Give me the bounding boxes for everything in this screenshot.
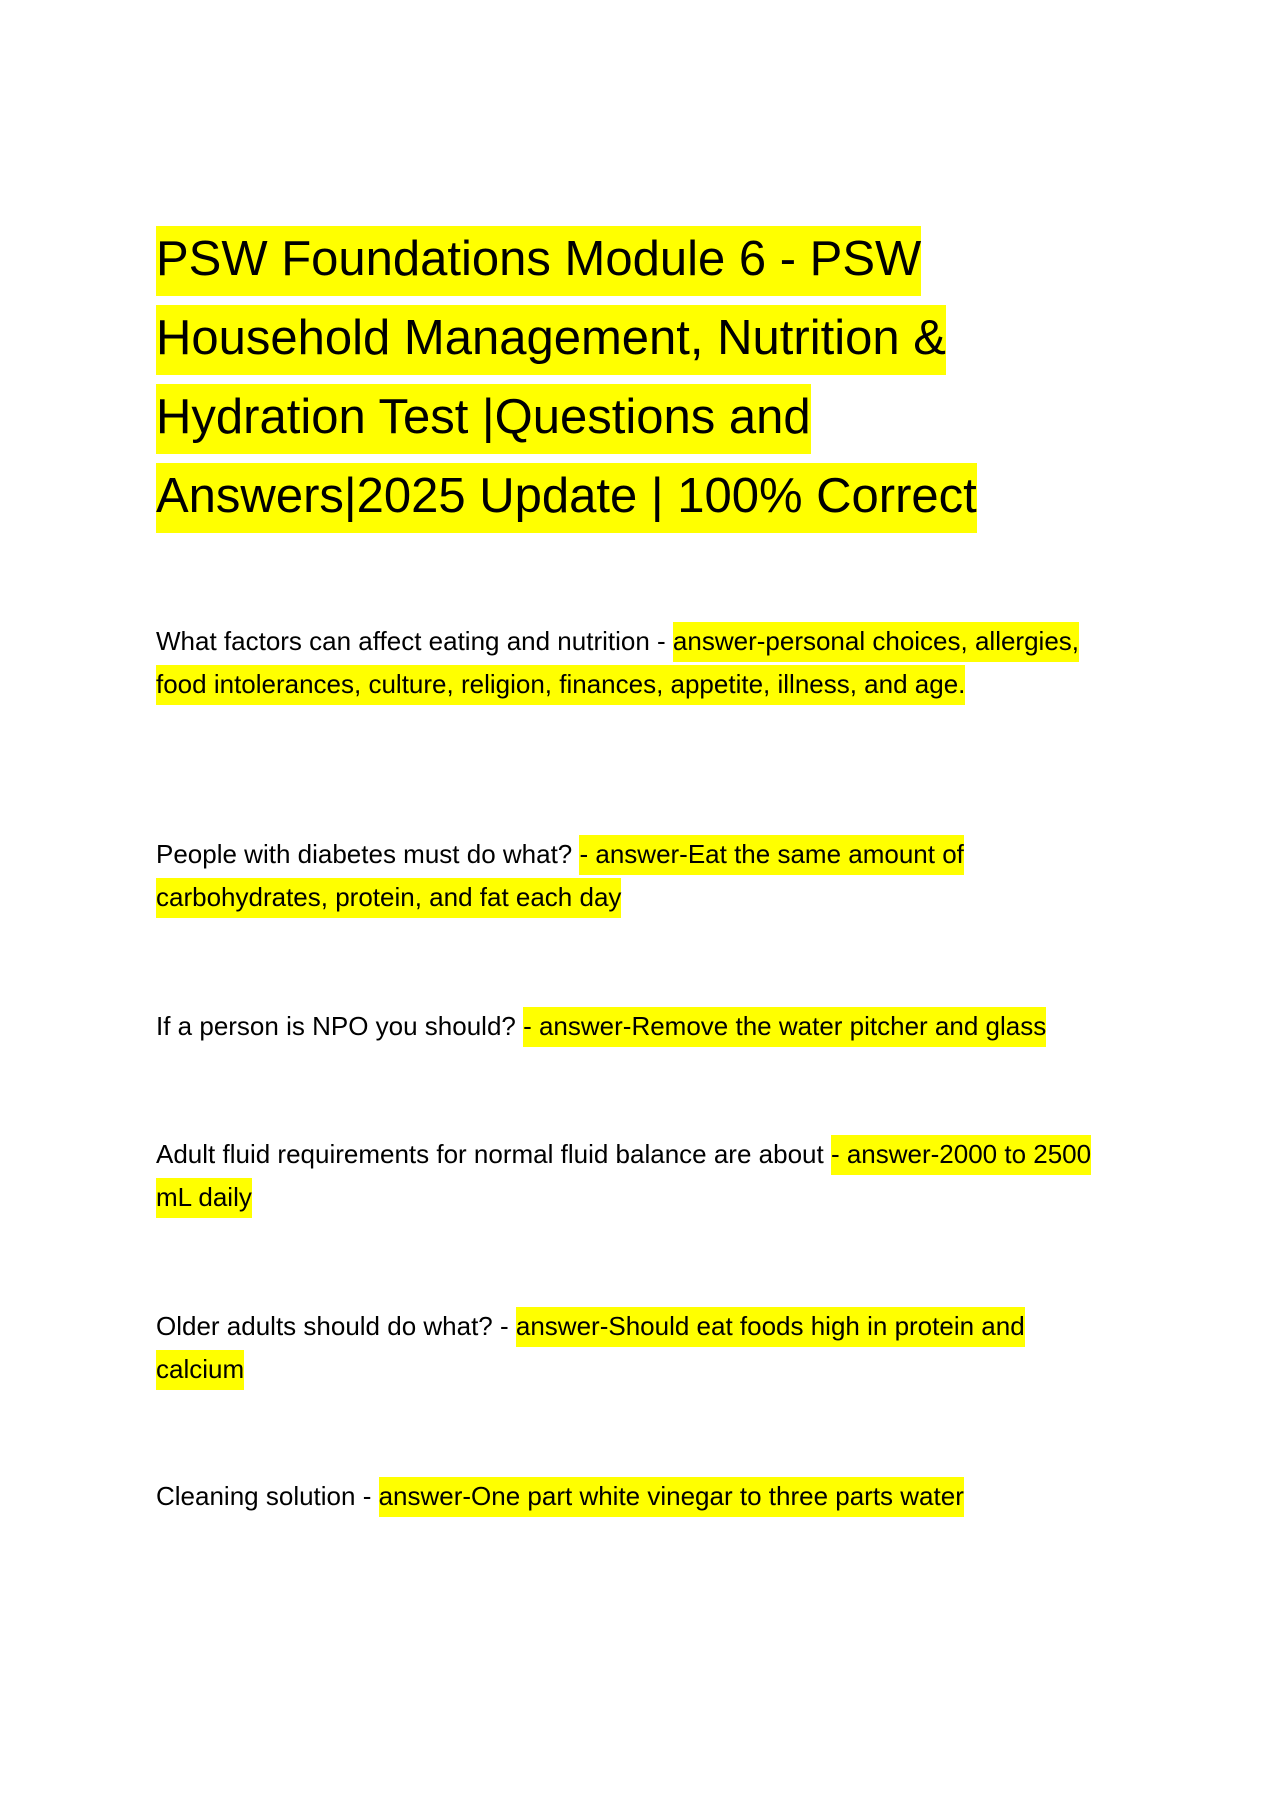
qa-item <box>156 620 1116 706</box>
question-text: Cleaning solution - <box>156 1481 379 1511</box>
qa-item <box>156 1005 1116 1048</box>
question-text: People with diabetes must do what? <box>156 839 580 869</box>
qa-item <box>156 1133 1116 1219</box>
answer-text: answer-personal choices, allergies, food intolerances, culture, religion, finances, appetite, illness, and age. <box>156 622 1079 705</box>
answer-text: - answer-2000 to 2500 mL daily <box>156 1135 1091 1218</box>
question-text: What factors can affect eating and nutrition - <box>156 626 673 656</box>
question-text: Adult fluid requirements for normal fluid balance are about <box>156 1139 831 1169</box>
question-text: Older adults should do what? - <box>156 1311 516 1341</box>
question-text: If a person is NPO you should? <box>156 1011 524 1041</box>
answer-text: answer-Should eat foods high in protein and calcium <box>156 1307 1025 1390</box>
answer-text: - answer-Eat the same amount of carbohydrates, protein, and fat each day <box>156 835 964 918</box>
title-highlight: PSW Foundations Module 6 - PSW Household Management, Nutrition & Hydration Test |Questions and Answers|2025 Update | 100% Correct <box>156 226 977 533</box>
qa-item <box>156 833 1116 919</box>
qa-item <box>156 1475 1116 1518</box>
answer-text: answer-One part white vinegar to three parts water <box>379 1477 964 1517</box>
answer-text: - answer-Remove the water pitcher and glass <box>523 1007 1046 1047</box>
document-title <box>156 220 1116 536</box>
qa-item <box>156 1305 1116 1391</box>
